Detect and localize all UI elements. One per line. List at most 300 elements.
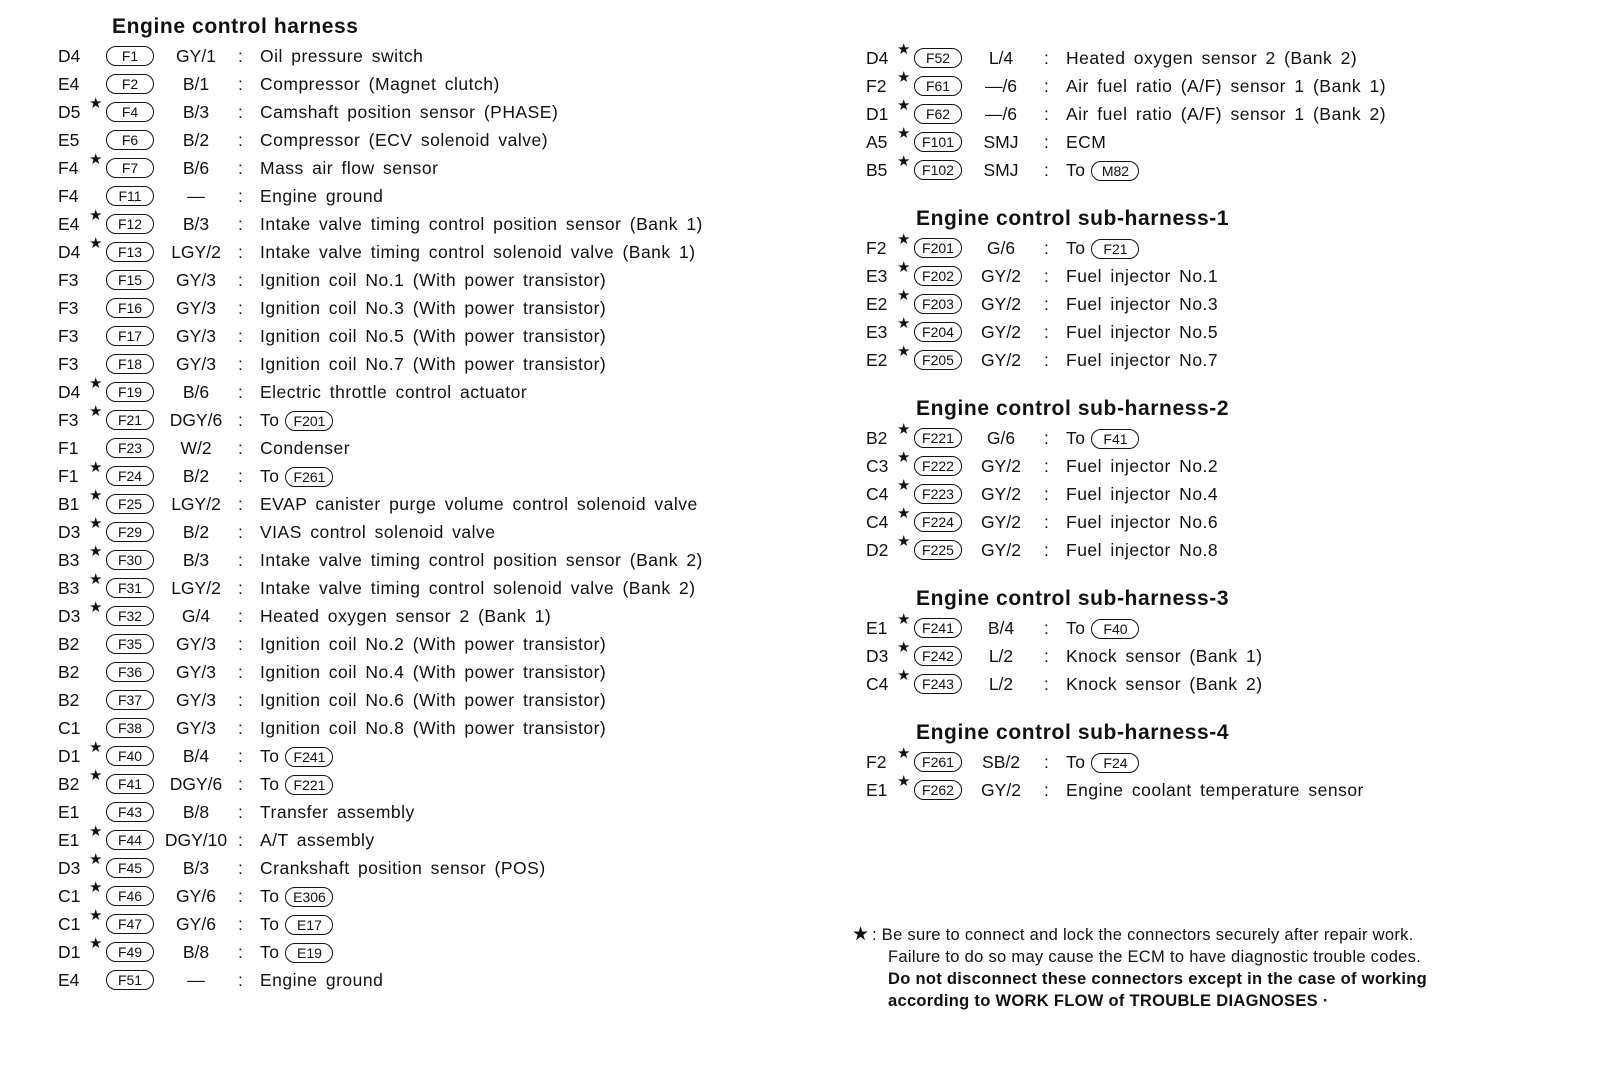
wire-spec: B/2 [182, 466, 210, 486]
description-text: Ignition coil No.6 (With power transistor) [260, 690, 607, 710]
colon-separator: : [1044, 48, 1049, 68]
colon-separator: : [238, 718, 243, 738]
connector-row [58, 767, 359, 798]
connector-description [260, 882, 333, 910]
referenced-connector-badge: E19 [285, 943, 333, 963]
wire-spec: LGY/2 [171, 242, 221, 262]
connector-id-badge: F11 [106, 186, 154, 206]
connector-row [866, 259, 1229, 290]
connector-row [866, 611, 1229, 642]
connector-description [1066, 318, 1218, 346]
sub-harness-3-title: Engine control sub-harness-3 [916, 587, 1230, 610]
colon-separator: : [238, 746, 243, 766]
connector-row [58, 151, 439, 182]
colon-separator: : [238, 606, 243, 626]
left-column [58, 12, 703, 994]
wire-spec: —/6 [984, 104, 1018, 124]
colon-separator: : [238, 634, 243, 654]
connector-description [1066, 536, 1218, 564]
wire-spec: G/6 [986, 238, 1016, 258]
connector-description [1066, 776, 1364, 804]
connector-row [58, 739, 359, 770]
wire-spec: DGY/6 [169, 410, 223, 430]
referenced-connector-badge: F41 [1091, 429, 1139, 449]
connector-row [58, 322, 607, 350]
colon-separator: : [1044, 484, 1049, 504]
description-text: To [260, 410, 280, 430]
referenced-connector-badge: F261 [285, 467, 333, 487]
description-text: Ignition coil No.1 (With power transistor) [260, 270, 607, 290]
lock-star-icon: ★ [89, 571, 103, 588]
description-text: VIAS control solenoid valve [260, 522, 496, 542]
description-text: To [1066, 238, 1086, 258]
connector-row [58, 823, 375, 854]
description-text: Fuel injector No.6 [1066, 512, 1219, 532]
connector-id-badge: F38 [106, 718, 154, 738]
connector-row [58, 126, 549, 154]
connector-id-badge: F4 [106, 102, 154, 122]
wire-spec: L/4 [988, 48, 1014, 68]
connector-description [1066, 234, 1139, 262]
colon-separator: : [238, 830, 243, 850]
colon-separator: : [1044, 160, 1049, 180]
connector-description [1066, 508, 1218, 536]
connector-id-badge: F36 [106, 662, 154, 682]
connector-id-badge: F225 [914, 540, 962, 560]
connector-description [260, 406, 333, 434]
description-text: To [260, 942, 280, 962]
description-text: Engine ground [260, 186, 384, 206]
wire-spec: B/3 [182, 214, 210, 234]
lock-star-icon: ★ [897, 421, 911, 438]
grid-location: B2 [866, 428, 888, 448]
wire-spec: GY/2 [981, 780, 1021, 800]
connector-row [58, 515, 496, 546]
referenced-connector-badge: F241 [285, 747, 333, 767]
grid-location: F3 [58, 270, 79, 290]
description-text: EVAP canister purge volume control solenoid valve [260, 494, 698, 514]
colon-separator: : [238, 410, 243, 430]
connector-id-badge: F61 [914, 76, 962, 96]
connector-id-badge: F43 [106, 802, 154, 822]
description-text: Intake valve timing control solenoid valve (Bank 1) [260, 242, 696, 262]
lock-star-icon: ★ [897, 259, 911, 276]
grid-location: D4 [58, 46, 81, 66]
connector-id-badge: F203 [914, 294, 962, 314]
lock-star-icon: ★ [897, 125, 911, 142]
lock-star-icon: ★ [89, 235, 103, 252]
grid-location: E3 [866, 322, 888, 342]
description-text: Ignition coil No.3 (With power transistor) [260, 298, 607, 318]
description-text: Fuel injector No.7 [1066, 350, 1219, 370]
grid-location: F1 [58, 438, 79, 458]
description-text: Fuel injector No.1 [1066, 266, 1219, 286]
grid-location: C3 [866, 456, 889, 476]
description-text: Camshaft position sensor (PHASE) [260, 102, 559, 122]
lock-star-icon: ★ [89, 375, 103, 392]
connector-id-badge: F51 [106, 970, 154, 990]
grid-location: B3 [58, 578, 80, 598]
lock-star-icon: ★ [89, 151, 103, 168]
lock-star-icon: ★ [897, 41, 911, 58]
connector-row [58, 403, 359, 434]
colon-separator: : [1044, 512, 1049, 532]
connector-row [58, 935, 359, 966]
engine-control-harness-list [58, 42, 703, 994]
colon-separator: : [1044, 238, 1049, 258]
connector-description [1066, 670, 1263, 698]
grid-location: C1 [58, 886, 81, 906]
connector-id-badge: F45 [106, 858, 154, 878]
connector-id-badge: F241 [914, 618, 962, 638]
description-text: Ignition coil No.5 (With power transistor) [260, 326, 607, 346]
lock-star-icon: ★ [897, 639, 911, 656]
description-text: To [260, 774, 280, 794]
connector-description [260, 742, 333, 770]
description-text: To [260, 914, 280, 934]
wire-spec: GY/3 [176, 326, 216, 346]
engine-control-harness-title: Engine control harness [112, 15, 359, 38]
grid-location: D1 [58, 942, 81, 962]
colon-separator: : [238, 46, 243, 66]
description-text: Engine coolant temperature sensor [1066, 780, 1364, 800]
grid-location: F2 [866, 752, 887, 772]
colon-separator: : [238, 214, 243, 234]
connector-id-badge: F101 [914, 132, 962, 152]
wire-spec: B/6 [182, 158, 210, 178]
connector-row [866, 41, 1358, 72]
connector-row [58, 851, 546, 882]
grid-location: B2 [58, 662, 80, 682]
connector-row [58, 207, 703, 238]
connector-description [1066, 346, 1218, 374]
colon-separator: : [238, 102, 243, 122]
lock-star-icon: ★ [89, 739, 103, 756]
colon-separator: : [238, 578, 243, 598]
wire-spec: DGY/6 [169, 774, 223, 794]
connector-id-badge: F44 [106, 830, 154, 850]
description-text: Crankshaft position sensor (POS) [260, 858, 546, 878]
lock-star-icon: ★ [897, 533, 911, 550]
description-text: Fuel injector No.8 [1066, 540, 1219, 560]
connector-row [866, 421, 1229, 452]
wire-spec: GY/3 [176, 662, 216, 682]
connector-description [260, 798, 415, 826]
grid-location: E5 [58, 130, 80, 150]
referenced-connector-badge: F21 [1091, 239, 1139, 259]
connector-id-badge: F243 [914, 674, 962, 694]
connector-description [260, 938, 333, 966]
grid-location: E1 [58, 802, 80, 822]
connector-id-badge: F12 [106, 214, 154, 234]
connector-id-badge: F37 [106, 690, 154, 710]
connector-row [866, 153, 1229, 184]
description-text: Knock sensor (Bank 2) [1066, 674, 1263, 694]
connector-description [260, 490, 698, 518]
grid-location: D3 [58, 858, 81, 878]
connector-description [260, 154, 439, 182]
referenced-connector-badge: F221 [285, 775, 333, 795]
grid-location: E3 [866, 266, 888, 286]
connector-id-badge: F62 [914, 104, 962, 124]
grid-location: F3 [58, 298, 79, 318]
connector-description [260, 434, 350, 462]
connector-description [1066, 748, 1139, 776]
description-text: Condenser [260, 438, 351, 458]
connector-id-badge: F29 [106, 522, 154, 542]
lock-star-icon: ★ [89, 403, 103, 420]
connector-id-badge: F204 [914, 322, 962, 342]
lock-star-icon: ★ [897, 505, 911, 522]
connector-id-badge: F23 [106, 438, 154, 458]
colon-separator: : [238, 298, 243, 318]
description-text: Fuel injector No.2 [1066, 456, 1219, 476]
grid-location: D3 [866, 646, 889, 666]
description-text: Air fuel ratio (A/F) sensor 1 (Bank 1) [1066, 76, 1387, 96]
connector-row [866, 343, 1229, 374]
colon-separator: : [238, 74, 243, 94]
colon-separator: : [238, 774, 243, 794]
colon-separator: : [1044, 780, 1049, 800]
wire-spec: GY/2 [981, 294, 1021, 314]
colon-separator: : [1044, 322, 1049, 342]
lock-star-icon: ★ [897, 69, 911, 86]
connector-row [866, 639, 1263, 670]
connector-id-badge: F224 [914, 512, 962, 532]
grid-location: F2 [866, 238, 887, 258]
lock-star-icon: ★ [89, 851, 103, 868]
colon-separator: : [1044, 294, 1049, 314]
connector-id-badge: F13 [106, 242, 154, 262]
connector-id-badge: F223 [914, 484, 962, 504]
grid-location: C4 [866, 484, 889, 504]
connector-row [58, 966, 384, 994]
connector-description [260, 658, 606, 686]
colon-separator: : [238, 662, 243, 682]
wire-spec: GY/6 [176, 886, 216, 906]
connector-description [260, 574, 696, 602]
grid-location: C1 [58, 914, 81, 934]
connector-row [58, 686, 607, 714]
wire-spec: GY/6 [176, 914, 216, 934]
lock-star-icon: ★ [89, 907, 103, 924]
connector-description [260, 42, 423, 70]
wire-spec: —/6 [984, 76, 1018, 96]
wire-spec: GY/2 [981, 350, 1021, 370]
connector-row [866, 533, 1229, 564]
connector-row [58, 70, 500, 98]
connector-row [58, 907, 359, 938]
connector-description [260, 910, 333, 938]
wire-spec: GY/3 [176, 354, 216, 374]
connector-id-badge: F16 [106, 298, 154, 318]
connector-description [260, 518, 496, 546]
connector-description [260, 826, 375, 854]
description-text: Engine ground [260, 970, 384, 990]
connector-description [1066, 424, 1139, 452]
wire-spec: B/3 [182, 550, 210, 570]
grid-location: F3 [58, 410, 79, 430]
grid-location: D1 [58, 746, 81, 766]
connector-description [260, 350, 606, 378]
lock-star-icon: ★ [897, 97, 911, 114]
grid-location: D5 [58, 102, 81, 122]
description-text: To [260, 466, 280, 486]
description-text: Compressor (ECV solenoid valve) [260, 130, 549, 150]
colon-separator: : [1044, 456, 1049, 476]
connector-id-badge: F201 [914, 238, 962, 258]
sub-harness-1-list [866, 231, 1229, 374]
description-text: Intake valve timing control position sensor (Bank 2) [260, 550, 703, 570]
connector-description [1066, 128, 1106, 156]
connector-row [866, 449, 1229, 480]
wire-spec: B/8 [182, 942, 210, 962]
connector-row [58, 630, 607, 658]
grid-location: F4 [58, 186, 79, 206]
connector-id-badge: F47 [106, 914, 154, 934]
description-text: Compressor (Magnet clutch) [260, 74, 500, 94]
note-line-2: Failure to do so may cause the ECM to have diagnostic trouble codes. [888, 948, 1422, 966]
grid-location: B2 [58, 690, 80, 710]
grid-location: F2 [866, 76, 887, 96]
sub-harness-2-title: Engine control sub-harness-2 [916, 397, 1230, 420]
description-text: Electric throttle control actuator [260, 382, 528, 402]
connector-description [1066, 156, 1139, 184]
connector-row [58, 798, 415, 826]
connector-row [58, 350, 607, 378]
colon-separator: : [238, 690, 243, 710]
grid-location: D4 [866, 48, 889, 68]
colon-separator: : [238, 242, 243, 262]
wire-spec: GY/3 [176, 270, 216, 290]
grid-location: A5 [866, 132, 888, 152]
connector-row [58, 599, 552, 630]
connector-description [260, 266, 606, 294]
connector-description [260, 98, 558, 126]
wire-spec: GY/2 [981, 540, 1021, 560]
lock-star-icon: ★ [897, 153, 911, 170]
connector-row [866, 745, 1229, 776]
lock-star-icon: ★ [89, 823, 103, 840]
wire-spec: GY/2 [981, 322, 1021, 342]
colon-separator: : [238, 438, 243, 458]
connector-description [260, 210, 703, 238]
wire-spec: L/2 [988, 646, 1014, 666]
connector-id-badge: F262 [914, 780, 962, 800]
connector-id-badge: F2 [106, 74, 154, 94]
connector-id-badge: F7 [106, 158, 154, 178]
sub-harness-4-title: Engine control sub-harness-4 [916, 721, 1230, 744]
right-column [866, 41, 1387, 804]
referenced-connector-badge: F201 [285, 411, 333, 431]
wire-spec: SMJ [983, 160, 1019, 180]
connector-description [1066, 642, 1263, 670]
wire-spec: — [187, 186, 205, 206]
wire-spec: W/2 [180, 438, 212, 458]
wire-spec: GY/3 [176, 298, 216, 318]
connector-row [866, 505, 1229, 536]
lock-star-icon: ★ [897, 667, 911, 684]
wire-spec: SMJ [983, 132, 1019, 152]
colon-separator: : [238, 522, 243, 542]
connector-row [866, 231, 1229, 262]
colon-separator: : [238, 914, 243, 934]
description-text: Mass air flow sensor [260, 158, 439, 178]
grid-location: D3 [58, 606, 81, 626]
colon-separator: : [238, 326, 243, 346]
description-text: Heated oxygen sensor 2 (Bank 1) [260, 606, 552, 626]
connector-id-badge: F40 [106, 746, 154, 766]
connector-id-badge: F52 [914, 48, 962, 68]
grid-location: C4 [866, 674, 889, 694]
description-text: To [1066, 752, 1086, 772]
colon-separator: : [1044, 646, 1049, 666]
connector-row [866, 477, 1229, 508]
wire-spec: B/1 [182, 74, 210, 94]
description-text: Fuel injector No.3 [1066, 294, 1219, 314]
colon-separator: : [238, 130, 243, 150]
connector-description [1066, 290, 1218, 318]
grid-location: F4 [58, 158, 79, 178]
grid-location: B2 [58, 634, 80, 654]
colon-separator: : [238, 942, 243, 962]
connector-id-badge: F261 [914, 752, 962, 772]
connector-id-badge: F202 [914, 266, 962, 286]
grid-location: E1 [58, 830, 80, 850]
colon-separator: : [238, 466, 243, 486]
lock-star-icon: ★ [897, 315, 911, 332]
grid-location: E2 [866, 294, 888, 314]
description-text: A/T assembly [260, 830, 375, 850]
connector-description [260, 462, 333, 490]
wire-spec: GY/2 [981, 266, 1021, 286]
connector-id-badge: F25 [106, 494, 154, 514]
description-text: Heated oxygen sensor 2 (Bank 2) [1066, 48, 1358, 68]
connector-row [58, 459, 359, 490]
description-text: Intake valve timing control position sensor (Bank 1) [260, 214, 703, 234]
description-text: Intake valve timing control solenoid valve (Bank 2) [260, 578, 696, 598]
referenced-connector-badge: E17 [285, 915, 333, 935]
lock-star-icon: ★ [897, 477, 911, 494]
connector-row [58, 266, 607, 294]
connector-description [1066, 452, 1218, 480]
wire-spec: B/4 [987, 618, 1015, 638]
lock-star-icon: ★ [89, 515, 103, 532]
colon-separator: : [238, 158, 243, 178]
grid-location: E4 [58, 214, 80, 234]
wire-spec: SB/2 [982, 752, 1020, 772]
engine-control-harness-continued-list [866, 41, 1387, 184]
colon-separator: : [1044, 266, 1049, 286]
description-text: To [260, 746, 280, 766]
grid-location: E1 [866, 780, 888, 800]
connector-id-badge: F102 [914, 160, 962, 180]
connector-description [260, 294, 606, 322]
connector-id-badge: F18 [106, 354, 154, 374]
sub-harness-4-list [866, 745, 1364, 804]
connector-description [260, 378, 527, 406]
lock-star-icon: ★ [897, 343, 911, 360]
colon-separator: : [238, 270, 243, 290]
connector-id-badge: F221 [914, 428, 962, 448]
connector-id-badge: F242 [914, 646, 962, 666]
wire-spec: LGY/2 [171, 494, 221, 514]
referenced-connector-badge: F40 [1091, 619, 1139, 639]
colon-separator: : [1044, 540, 1049, 560]
grid-location: D4 [58, 382, 81, 402]
connector-description [1066, 480, 1218, 508]
wire-spec: G/4 [181, 606, 211, 626]
